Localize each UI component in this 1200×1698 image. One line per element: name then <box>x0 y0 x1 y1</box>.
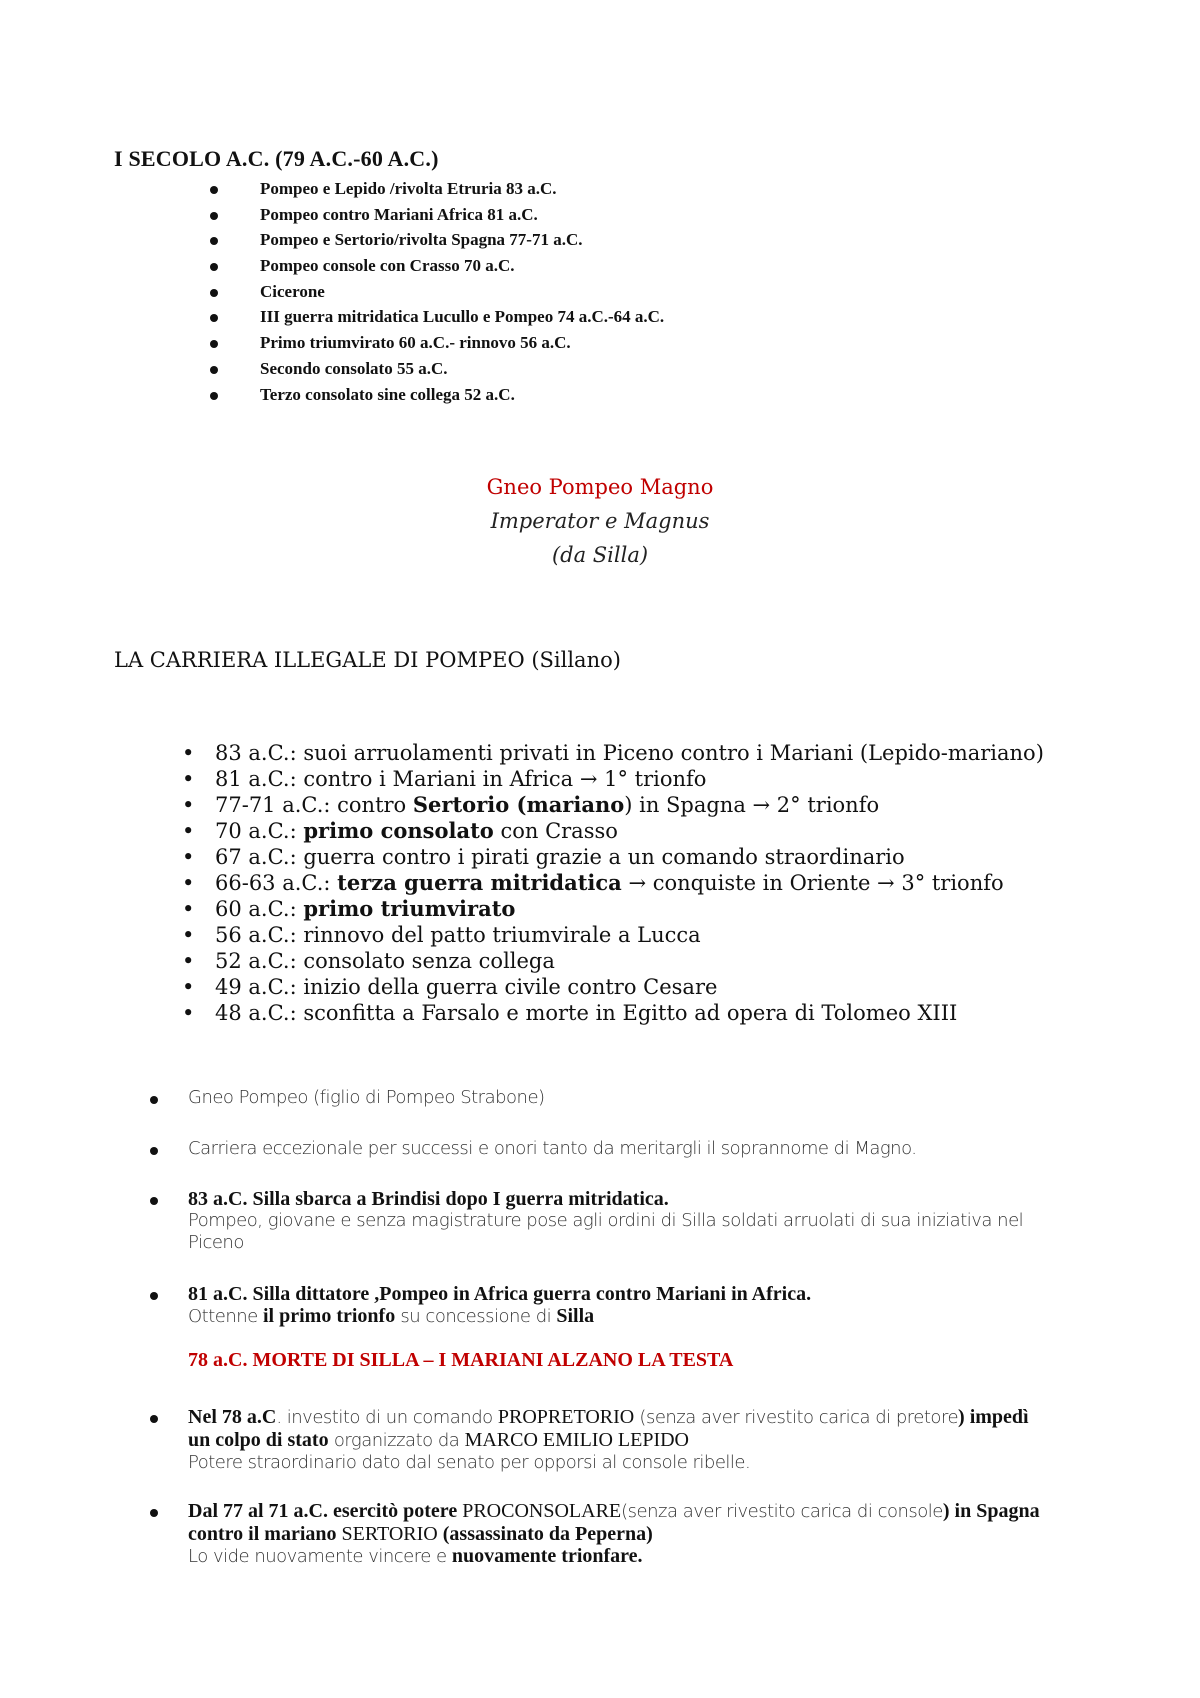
center-subtitle: Imperator e Magnus <box>490 509 710 533</box>
list-item: Pompeo console con Crasso 70 a.C. <box>220 253 664 279</box>
list-item: • 56 a.C.: rinnovo del patto triumvirale a Lucca <box>182 922 1082 948</box>
list-item: • 77-71 a.C.: contro Sertorio (mariano) in Spagna → 2° trionfo <box>182 792 1082 818</box>
list-item: • 66-63 a.C.: terza guerra mitridatica → conquiste in Oriente → 3° trionfo <box>182 870 1082 896</box>
section2-list <box>182 740 1082 1026</box>
bullet <box>150 1096 158 1104</box>
bullet <box>150 1415 158 1423</box>
section1-list <box>220 176 664 407</box>
bullet <box>150 1292 158 1300</box>
list-item: Cicerone <box>220 279 664 305</box>
list-item: • 48 a.C.: sconfitta a Farsalo e morte in Egitto ad opera di Tolomeo XIII <box>182 1000 1082 1026</box>
list-item: • 83 a.C.: suoi arruolamenti privati in Piceno contro i Mariani (Lepido-mariano) <box>182 740 1082 766</box>
list-item: Secondo consolato 55 a.C. <box>220 356 664 382</box>
center-name: Gneo Pompeo Magno <box>486 475 714 499</box>
list-item: Pompeo e Sertorio/rivolta Spagna 77-71 a.C. <box>220 227 664 253</box>
list-item: • 70 a.C.: primo consolato con Crasso <box>182 818 1082 844</box>
list-item: Pompeo contro Mariani Africa 81 a.C. <box>220 202 664 228</box>
list-item: • 52 a.C.: consolato senza collega <box>182 948 1082 974</box>
section1-title: I SECOLO A.C. (79 A.C.-60 A.C.) <box>114 146 439 171</box>
bullet <box>150 1509 158 1517</box>
list-item: • 67 a.C.: guerra contro i pirati grazie a un comando straordinario <box>182 844 1082 870</box>
document-page: I SECOLO A.C. (79 A.C.-60 A.C.) Pompeo e Lepido /rivolta Etruria 83 a.C. Pompeo contro Mariani Africa 81 a.C. Pompeo e Sertorio/rivolta Spagna 77-71 a.C. Pompeo console con Crasso 70 a.C. Cicerone III guerra mitridatica Lucullo e Pompeo 74 a.C.-64 a.C. Primo triumvirato 60 a.C.- rinnovo 56 a.C. Secondo consolato 55 a.C. Terzo consolato sine collega 52 a.C. Gneo Pompeo Magno Imperator e Magnus (da Silla) LA CARRIERA ILLEGALE DI POMPEO (Sillano) • 83 a.C.: suoi arruolamenti privati in Piceno contro i Mariani (Lepido-mariano) • 81 a.C.: contro i Mariani in Africa → 1° trionfo • 77-71 a.C.: contro Sertorio (mariano) in Spagna → 2° trionfo • 70 a.C.: primo consolato con Crasso • 67 a.C.: guerra contro i pirati grazie a un comando straordinario • 66-63 a.C.: terza guerra mitridatica → conquiste in Oriente → 3° trionfo • 60 a.C.: primo triumvirato • 56 a.C.: rinnovo del patto triumvirale a Lucca • 52 a.C.: consolato senza collega • 49 a.C.: inizio della guerra civile contro Cesare • 48 a.C.: sconfitta a Farsalo e morte in Egitto ad opera di Tolomeo XIII Gneo Pompeo (figlio di Pompeo Strabone) Carriera eccezionale per successi e onori tanto da meritargli il soprannome di Magno. 83 a.C. Silla sbarca a Brindisi dopo I guerra mitridatica. Pompeo, giovane e senza magistrature pose agli ordini di Silla soldati arruolati di sua iniziativa nel Piceno 81 a.C. Silla dittatore ,Pompeo in Africa guerra contro Mariani in Africa. Ottenne il primo trionfo su concessione di Silla 78 a.C. MORTE DI SILLA – I MARIANI ALZANO LA TESTA Nel 78 a.C. investito di un comando PROPRETORIO (senza aver rivestito carica di pretore) impedì un colpo di stato organizzato da MARCO EMILIO LEPIDO Potere straordinario dato dal senato per opporsi al console ribelle. Dal 77 al 71 a.C. esercitò potere PROCONSOLARE(senza aver rivestito carica di console) in Spagna contro il mariano SERTORIO (assassinato da Peperna) Lo vide nuovamente vincere e nuovamente trionfare. <box>0 0 1200 1698</box>
list-item: III guerra mitridatica Lucullo e Pompeo 74 a.C.-64 a.C. <box>220 304 664 330</box>
bullet <box>150 1147 158 1155</box>
list-item: Primo triumvirato 60 a.C.- rinnovo 56 a.C. <box>220 330 664 356</box>
list-item: • 60 a.C.: primo triumvirato <box>182 896 1082 922</box>
bullet <box>150 1197 158 1205</box>
list-item: • 49 a.C.: inizio della guerra civile contro Cesare <box>182 974 1082 1000</box>
section2-title: LA CARRIERA ILLEGALE DI POMPEO (Sillano) <box>114 648 621 672</box>
list-item: Terzo consolato sine collega 52 a.C. <box>220 382 664 408</box>
list-item: • 81 a.C.: contro i Mariani in Africa → 1° trionfo <box>182 766 1082 792</box>
list-item: Pompeo e Lepido /rivolta Etruria 83 a.C. <box>220 176 664 202</box>
center-note: (da Silla) <box>551 543 649 567</box>
red-heading: 78 a.C. MORTE DI SILLA – I MARIANI ALZANO LA TESTA <box>188 1349 734 1371</box>
